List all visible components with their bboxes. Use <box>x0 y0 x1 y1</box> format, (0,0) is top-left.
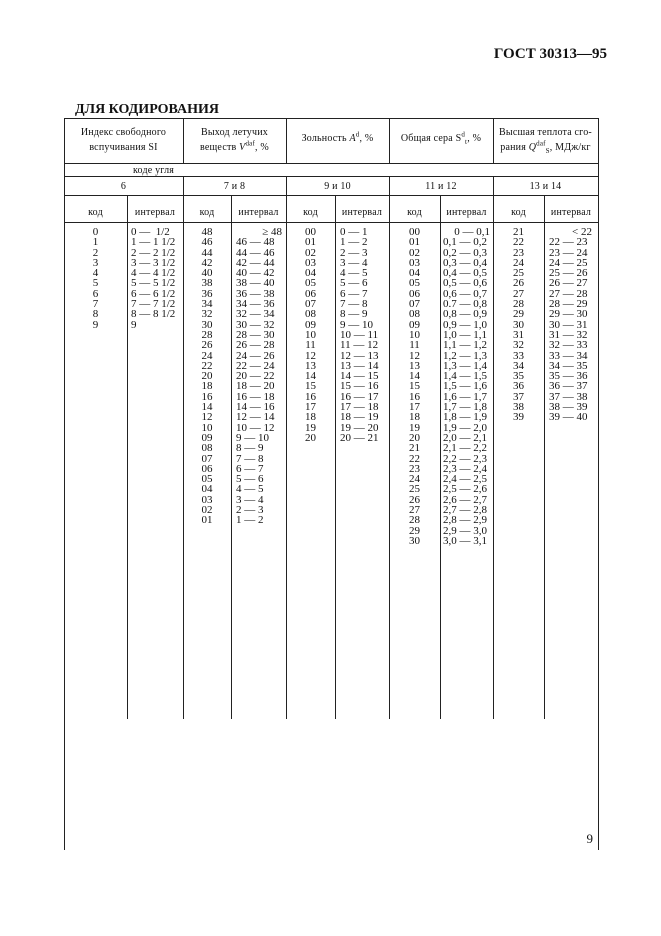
grid-line <box>231 195 232 719</box>
table-cell: 1,8 — 1,9 <box>443 411 487 424</box>
group-label-9-10: 9 и 10 <box>324 181 351 192</box>
subheader-code: код <box>199 207 215 218</box>
table-cell: 29 <box>409 524 420 537</box>
table-cell: 7 — 8 <box>340 298 368 311</box>
sulfur-interval-column <box>443 227 490 546</box>
si-interval-column <box>131 227 183 330</box>
table-cell: 16 — 18 <box>236 390 275 403</box>
table-cell: 13 <box>409 359 420 372</box>
table-cell: 9 <box>92 318 99 331</box>
table-cell: 29 <box>513 308 524 321</box>
page-number: 9 <box>586 831 593 846</box>
group-label-11-12: 11 и 12 <box>425 181 457 192</box>
caption-heat-line1: Высшая теплота сго- <box>499 127 592 138</box>
table-cell: 36 — 38 <box>236 287 275 300</box>
table-cell: 14 <box>409 370 420 383</box>
table-cell: 24 <box>513 256 524 269</box>
caption-ash <box>286 131 389 146</box>
table-cell: 42 — 44 <box>236 256 275 269</box>
table-cell: 12 <box>201 411 213 424</box>
table-cell: 32 <box>513 339 524 352</box>
table-cell: 17 <box>409 401 420 414</box>
table-cell: 20 <box>201 370 213 383</box>
table-cell: 0,9 — 1,0 <box>443 318 487 331</box>
table-cell: 6 <box>92 287 99 300</box>
table-cell: 23 <box>513 246 524 259</box>
table-cell: 23 <box>409 462 420 475</box>
table-cell: 09 <box>201 431 213 444</box>
caption-si-line2: вспучивания SI <box>89 142 158 153</box>
table-cell: 26 <box>201 339 213 352</box>
table-cell: 18 <box>409 411 420 424</box>
table-cell: 2,6 — 2,7 <box>443 493 487 506</box>
table-cell: 46 <box>201 236 213 249</box>
caption-text: веществ <box>200 142 240 153</box>
table-cell: 2 — 3 <box>236 504 264 517</box>
table-cell: 11 — 12 <box>340 339 379 352</box>
heat-interval-column <box>549 227 592 423</box>
table-cell: 06 <box>305 287 316 300</box>
table-cell: 04 <box>201 483 213 496</box>
table-cell: 38 — 40 <box>236 277 275 290</box>
table-cell: 1,9 — 2,0 <box>443 421 487 434</box>
table-cell: 31 — 32 <box>549 328 588 341</box>
table-cell: 28 <box>201 328 213 341</box>
table-cell: 0 — 0,1 <box>454 226 490 238</box>
table-cell: 26 <box>409 493 420 506</box>
grid-line <box>544 195 545 719</box>
table-cell: 01 <box>201 514 213 527</box>
table-cell: 35 — 36 <box>549 370 588 383</box>
caption-symbol: S <box>455 133 462 144</box>
table-cell: 4 — 4 1/2 <box>131 267 176 280</box>
caption-sub: S <box>545 147 550 155</box>
volatile-code-column <box>183 227 231 526</box>
table-cell: 28 <box>513 298 524 311</box>
table-cell: 0,5 — 0,6 <box>443 277 487 290</box>
caption-symbol: A <box>349 133 356 144</box>
table-cell: 1,4 — 1,5 <box>443 370 487 383</box>
table-cell: 2 — 3 <box>340 246 368 259</box>
caption-text: Зольность <box>301 133 350 144</box>
table-cell: 29 — 30 <box>549 308 588 321</box>
table-cell: 10 — 12 <box>236 421 275 434</box>
table-cell: 30 — 32 <box>236 318 275 331</box>
table-cell: 12 — 14 <box>236 411 275 424</box>
table-cell: 16 <box>409 390 420 403</box>
table-cell: 24 — 25 <box>549 256 588 269</box>
table-cell: 33 — 34 <box>549 349 588 362</box>
table-cell: 28 — 29 <box>549 298 588 311</box>
ash-interval-column <box>340 227 388 443</box>
caption-si-line1: Индекс свободного <box>80 127 167 138</box>
table-cell: 39 <box>513 411 524 424</box>
table-cell: 48 <box>201 226 213 238</box>
table-cell: 1 — 2 <box>340 236 368 249</box>
table-cell: 12 — 13 <box>340 349 379 362</box>
table-cell: 3 — 4 <box>236 493 264 506</box>
table-cell: 03 <box>201 493 213 506</box>
table-cell: 03 <box>305 256 316 269</box>
subheader-interval: интервал <box>446 207 487 218</box>
table-cell: 9 <box>131 318 137 331</box>
table-cell: 17 <box>305 401 316 414</box>
table-cell: 01 <box>409 236 420 249</box>
table-cell: 22 — 23 <box>549 236 588 249</box>
table-cell: 44 — 46 <box>236 246 275 259</box>
table-cell: 42 <box>201 256 213 269</box>
table-cell: 30 <box>409 534 420 547</box>
table-cell: 5 <box>92 277 99 290</box>
table-cell: 34 — 36 <box>236 298 275 311</box>
table-cell: 2 — 2 1/2 <box>131 246 176 259</box>
table-cell: < 22 <box>572 226 592 238</box>
table-cell: 9 — 10 <box>236 431 269 444</box>
sulfur-code-column <box>389 227 440 546</box>
table-cell: 20 — 22 <box>236 370 275 383</box>
table-cell: 1,2 — 1,3 <box>443 349 487 362</box>
subheader-interval: интервал <box>134 207 176 218</box>
caption-symbol: V <box>239 142 246 153</box>
caption-text: , МДж/кг <box>549 142 591 153</box>
table-cell: 34 <box>201 298 213 311</box>
table-cell: 4 <box>92 267 99 280</box>
table-cell: 36 — 37 <box>549 380 588 393</box>
table-cell: 34 <box>513 359 524 372</box>
table-cell: 12 <box>305 349 316 362</box>
table-cell: 8 — 8 1/2 <box>131 308 176 321</box>
table-cell: 07 <box>201 452 213 465</box>
table-cell: 6 — 7 <box>236 462 264 475</box>
table-cell: 1 <box>92 236 99 249</box>
table-cell: 24 <box>201 349 213 362</box>
table-cell: 25 <box>513 267 524 280</box>
subheader-interval: интервал <box>341 207 383 218</box>
table-cell: 2,9 — 3,0 <box>443 524 487 537</box>
table-cell: 31 <box>513 328 524 341</box>
table-cell: 00 <box>409 226 420 238</box>
table-cell: 6 — 6 1/2 <box>131 287 176 300</box>
table-cell: 44 <box>201 246 213 259</box>
table-cell: 0,1 — 0,2 <box>443 236 487 249</box>
table-cell: 21 <box>409 442 420 455</box>
table-cell: 23 — 24 <box>549 246 588 259</box>
table-cell: 15 <box>409 380 420 393</box>
caption-text: рания <box>500 142 529 153</box>
table-cell: 3 <box>92 256 99 269</box>
table-cell: 0,8 — 0,9 <box>443 308 487 321</box>
caption-sup: daf <box>245 139 256 148</box>
table-cell: 7 <box>92 298 99 311</box>
table-cell: 00 <box>305 226 316 238</box>
caption-text: , % <box>359 133 374 144</box>
table-cell: 27 <box>409 504 420 517</box>
table-cell: 03 <box>409 256 420 269</box>
table-cell: 02 <box>409 246 420 259</box>
table-cell: 5 — 6 <box>236 473 264 486</box>
table-cell: 04 <box>305 267 316 280</box>
table-cell: 0,4 — 0,5 <box>443 267 487 280</box>
table-cell: 18 — 20 <box>236 380 275 393</box>
table-cell: 1,6 — 1,7 <box>443 390 487 403</box>
table-cell: 4 — 5 <box>236 483 264 496</box>
table-cell: 40 <box>201 267 213 280</box>
table-cell: 27 — 28 <box>549 287 588 300</box>
table-cell: 05 <box>409 277 420 290</box>
group-label-7-8: 7 и 8 <box>223 181 246 192</box>
table-cell: 1,1 — 1,2 <box>443 339 487 352</box>
table-cell: 22 — 24 <box>236 359 275 372</box>
table-cell: 39 — 40 <box>549 411 588 424</box>
table-cell: 38 <box>201 277 213 290</box>
table-cell: 5 — 6 <box>340 277 368 290</box>
table-cell: 13 <box>305 359 316 372</box>
table-cell: 15 <box>305 380 316 393</box>
heat-code-column <box>493 227 544 423</box>
table-cell: 07 <box>305 298 316 311</box>
table-cell: 09 <box>409 318 420 331</box>
caption-text: , % <box>467 133 482 144</box>
table-cell: 28 — 30 <box>236 328 275 341</box>
table-cell: 14 <box>201 401 213 414</box>
table-cell: 18 <box>305 411 316 424</box>
table-cell: 16 <box>305 390 316 403</box>
table-cell: 25 <box>409 483 420 496</box>
table-cell: 8 — 9 <box>340 308 368 321</box>
table-cell: 06 <box>201 462 213 475</box>
table-cell: 05 <box>305 277 316 290</box>
table-cell: 0 <box>92 226 99 238</box>
table-cell: 36 <box>513 380 524 393</box>
table-cell: ≥ 48 <box>262 226 282 238</box>
caption-sulfur <box>389 131 493 146</box>
table-cell: 0 — 1/2 <box>131 226 170 238</box>
table-cell: 16 — 17 <box>340 390 379 403</box>
table-cell: 2,1 — 2,2 <box>443 442 487 455</box>
caption-sub: t <box>465 138 468 146</box>
table-cell: 27 <box>513 287 524 300</box>
table-cell: 15 — 16 <box>340 380 379 393</box>
grid-line <box>598 118 599 850</box>
table-cell: 2,0 — 2,1 <box>443 431 487 444</box>
table-cell: 19 <box>409 421 420 434</box>
table-cell: 11 <box>305 339 316 352</box>
table-cell: 14 — 15 <box>340 370 379 383</box>
table-cell: 22 <box>409 452 420 465</box>
subheader-code: код <box>407 207 422 218</box>
table-cell: 22 <box>201 359 213 372</box>
table-cell: 07 <box>409 298 420 311</box>
table-cell: 10 <box>409 328 420 341</box>
table-cell: 26 — 28 <box>236 339 275 352</box>
table-cell: 02 <box>201 504 213 517</box>
table-cell: 2 <box>92 246 99 259</box>
table-cell: 46 — 48 <box>236 236 275 249</box>
table-cell: 19 <box>305 421 316 434</box>
coal-code-label: коде угля <box>133 165 175 176</box>
table-cell: 18 <box>201 380 213 393</box>
caption-sup: d <box>355 130 360 139</box>
table-cell: 05 <box>201 473 213 486</box>
section-title: ДЛЯ КОДИРОВАНИЯ <box>75 102 220 117</box>
table-cell: 0,3 — 0,4 <box>443 256 487 269</box>
table-cell: 38 — 39 <box>549 401 588 414</box>
subheader-interval: интервал <box>238 207 279 218</box>
table-cell: 17 — 18 <box>340 401 379 414</box>
table-cell: 08 <box>305 308 316 321</box>
table-cell: 1,7 — 1,8 <box>443 401 487 414</box>
table-cell: 01 <box>305 236 316 249</box>
table-cell: 26 <box>513 277 524 290</box>
grid-line <box>64 195 599 196</box>
table-cell: 11 <box>409 339 420 352</box>
table-cell: 0,6 — 0,7 <box>443 287 487 300</box>
grid-line <box>335 195 336 719</box>
table-cell: 24 — 26 <box>236 349 275 362</box>
subheader-interval: интервал <box>550 207 592 218</box>
table-cell: 3,0 — 3,1 <box>443 534 487 547</box>
caption-sup: daf <box>536 139 546 148</box>
table-cell: 10 — 11 <box>340 328 379 341</box>
table-cell: 0.7 — 0,8 <box>443 298 487 311</box>
table-cell: 02 <box>305 246 316 259</box>
table-cell: 21 <box>513 226 524 238</box>
table-cell: 4 — 5 <box>340 267 368 280</box>
grid-line <box>127 195 128 719</box>
table-cell: 0,2 — 0,3 <box>443 246 487 259</box>
table-cell: 32 — 34 <box>236 308 275 321</box>
table-cell: 3 — 3 1/2 <box>131 256 176 269</box>
table-cell: 2,5 — 2,6 <box>443 483 487 496</box>
table-cell: 2,8 — 2,9 <box>443 514 487 527</box>
table-cell: 2,4 — 2,5 <box>443 473 487 486</box>
table-cell: 26 — 27 <box>549 277 588 290</box>
caption-sup: d <box>461 130 466 139</box>
table-cell: 06 <box>409 287 420 300</box>
subheader-code: код <box>303 207 318 218</box>
subheader-code: код <box>88 207 103 218</box>
table-cell: 14 <box>305 370 316 383</box>
table-cell: 10 <box>305 328 316 341</box>
table-cell: 08 <box>409 308 420 321</box>
table-cell: 8 <box>92 308 99 321</box>
si-code-column <box>64 227 127 330</box>
table-cell: 33 <box>513 349 524 362</box>
table-cell: 04 <box>409 267 420 280</box>
subheader-code: код <box>511 207 526 218</box>
table-cell: 13 — 14 <box>340 359 379 372</box>
table-cell: 1,3 — 1,4 <box>443 359 487 372</box>
table-cell: 24 <box>409 473 420 486</box>
table-cell: 1,5 — 1,6 <box>443 380 487 393</box>
table-cell: 1 — 2 <box>236 514 264 527</box>
caption-symbol: Q <box>528 142 537 153</box>
table-cell: 32 — 33 <box>549 339 588 352</box>
table-cell: 1 — 1 1/2 <box>131 236 176 249</box>
table-cell: 6 — 7 <box>340 287 368 300</box>
table-cell: 34 — 35 <box>549 359 588 372</box>
table-cell: 38 <box>513 401 524 414</box>
table-cell: 2,7 — 2,8 <box>443 504 487 517</box>
table-cell: 18 — 19 <box>340 411 379 424</box>
table-cell: 7 — 8 <box>236 452 264 465</box>
caption-volatile <box>183 125 286 155</box>
table-cell: 9 — 10 <box>340 318 373 331</box>
table-cell: 37 <box>513 390 524 403</box>
table-cell: 8 — 9 <box>236 442 264 455</box>
table-cell: 14 — 16 <box>236 401 275 414</box>
ash-code-column <box>286 227 335 443</box>
grid-line <box>64 222 599 223</box>
table-cell: 0 — 1 <box>340 226 368 238</box>
caption-heat <box>493 125 598 155</box>
caption-text: , % <box>255 142 269 153</box>
table-cell: 16 <box>201 390 213 403</box>
table-cell: 2,3 — 2,4 <box>443 462 487 475</box>
table-cell: 37 — 38 <box>549 390 588 403</box>
table-cell: 30 — 31 <box>549 318 588 331</box>
caption-volatile-line2 <box>183 140 286 155</box>
table-cell: 7 — 7 1/2 <box>131 298 176 311</box>
table-cell: 22 <box>513 236 524 249</box>
table-cell: 3 — 4 <box>340 256 368 269</box>
caption-heat-line2 <box>493 140 598 155</box>
caption-volatile-line1: Выход летучих <box>201 127 268 138</box>
table-cell: 25 — 26 <box>549 267 588 280</box>
group-label-13-14: 13 и 14 <box>529 181 562 192</box>
table-cell: 2,2 — 2,3 <box>443 452 487 465</box>
table-cell: 32 <box>201 308 213 321</box>
table-cell: 1,0 — 1,1 <box>443 328 487 341</box>
table-cell: 20 <box>409 431 420 444</box>
grid-line <box>440 195 441 719</box>
table-cell: 09 <box>305 318 316 331</box>
table-cell: 20 — 21 <box>340 431 379 444</box>
table-cell: 20 <box>305 431 316 444</box>
table-cell: 28 <box>409 514 420 527</box>
table-cell: 10 <box>201 421 213 434</box>
document-code: ГОСТ 30313—95 <box>493 46 607 62</box>
table-cell: 30 <box>513 318 524 331</box>
table-cell: 19 — 20 <box>340 421 379 434</box>
caption-si <box>64 125 183 155</box>
table-cell: 30 <box>201 318 213 331</box>
group-label-6: 6 <box>120 181 127 192</box>
table-cell: 40 — 42 <box>236 267 275 280</box>
table-cell: 35 <box>513 370 524 383</box>
volatile-interval-column <box>236 227 282 526</box>
table-cell: 36 <box>201 287 213 300</box>
grid-line <box>64 118 599 119</box>
table-cell: 08 <box>201 442 213 455</box>
caption-text: Общая сера <box>400 133 456 144</box>
table-cell: 5 — 5 1/2 <box>131 277 176 290</box>
table-cell: 12 <box>409 349 420 362</box>
